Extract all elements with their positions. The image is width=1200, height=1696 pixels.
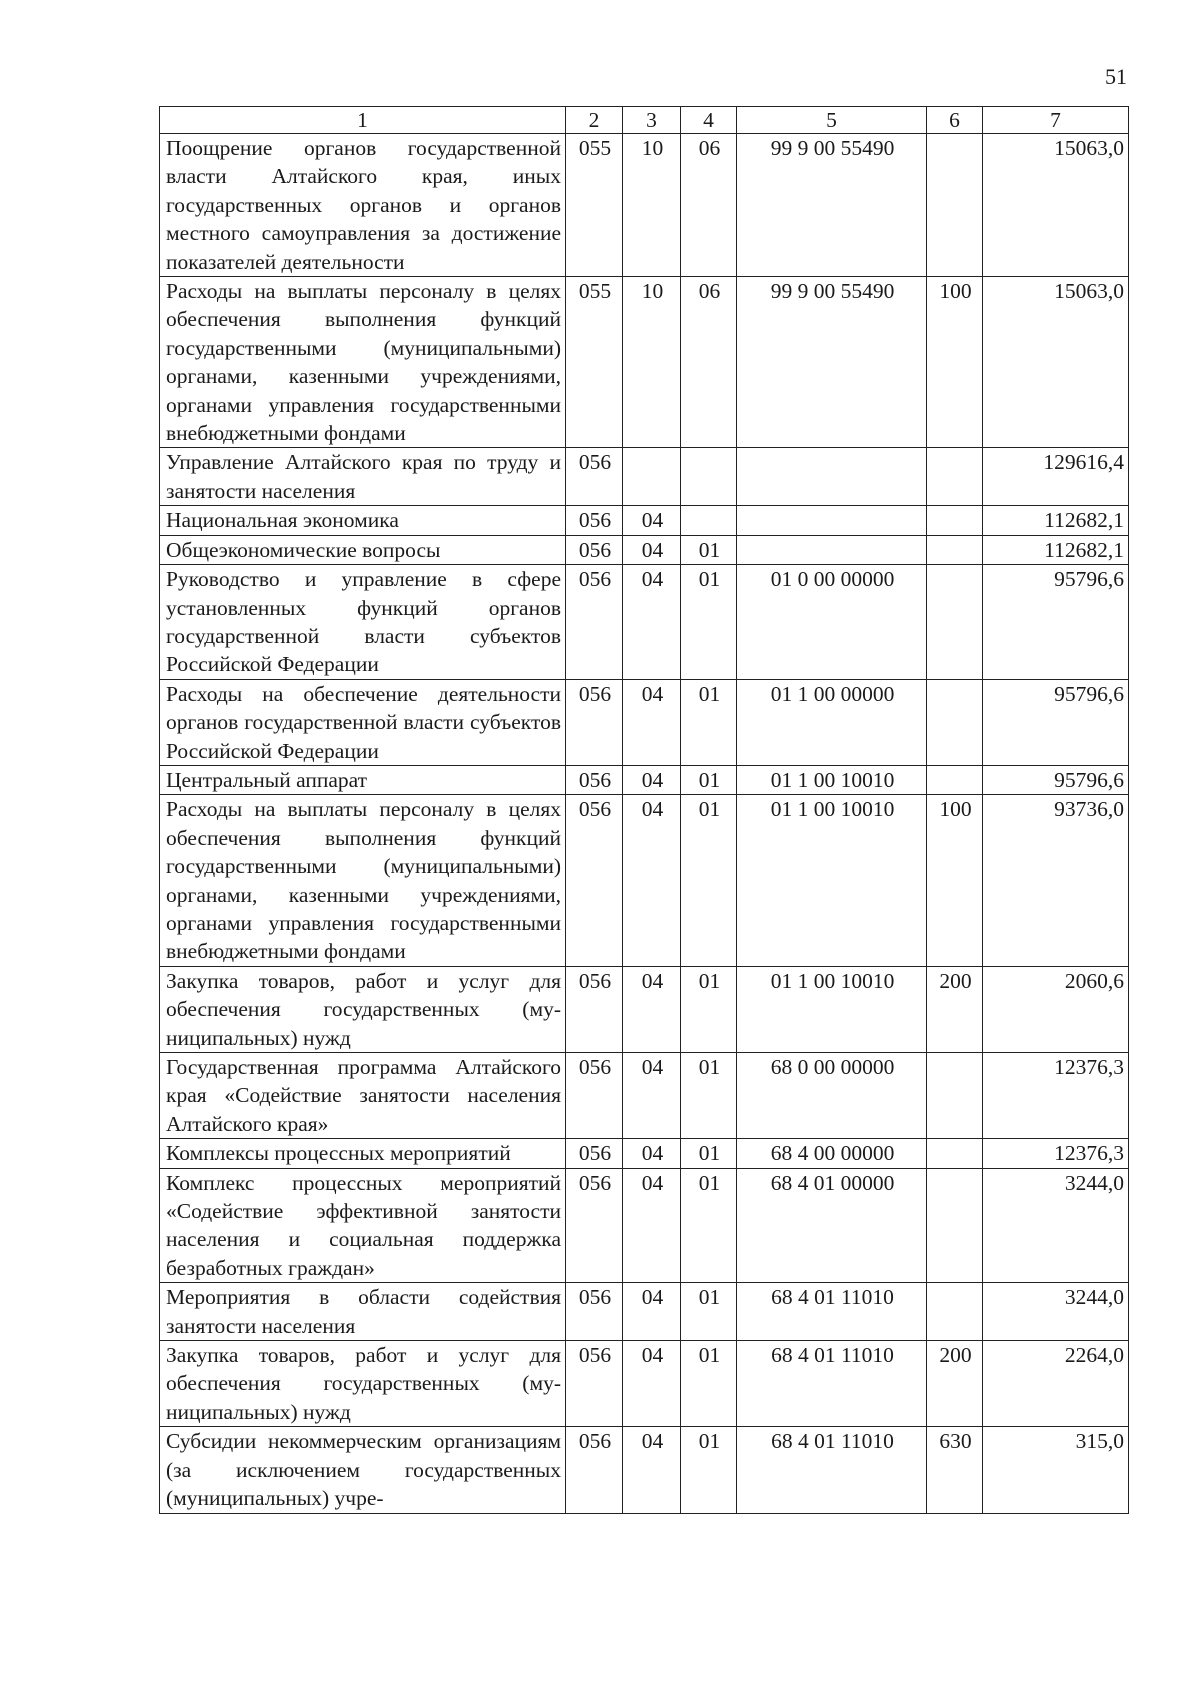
admin-code-cell: 056 [566, 1283, 623, 1341]
header-col-6: 6 [927, 107, 983, 134]
admin-code-cell: 056 [566, 535, 623, 564]
amount-cell: 15063,0 [983, 134, 1129, 277]
table-row [160, 1283, 1129, 1341]
expense-type-cell: 100 [927, 277, 983, 448]
admin-code-cell: 056 [566, 795, 623, 966]
table-row [160, 679, 1129, 765]
subsection-cell: 01 [681, 765, 737, 794]
table-row [160, 1139, 1129, 1168]
table-row [160, 535, 1129, 564]
admin-code-cell: 056 [566, 765, 623, 794]
amount-cell: 12376,3 [983, 1139, 1129, 1168]
expense-type-cell [927, 506, 983, 535]
subsection-cell: 01 [681, 1168, 737, 1283]
row-name-cell: Государственная программа Алтайского края «Содействие занятости населения Алтайского края» [160, 1053, 566, 1139]
target-article-cell: 68 4 01 11010 [737, 1427, 927, 1513]
expense-type-cell [927, 134, 983, 277]
row-name-cell: Комплексы процессных мероприятий [160, 1139, 566, 1168]
amount-cell: 129616,4 [983, 448, 1129, 506]
row-name-cell: Закупка товаров, работ и услуг для обеспечения государственных (муниципальных) нужд [160, 1341, 566, 1427]
amount-cell: 93736,0 [983, 795, 1129, 966]
expense-type-cell [927, 1283, 983, 1341]
row-name-cell: Мероприятия в области содействия занятости населения [160, 1283, 566, 1341]
table-row [160, 565, 1129, 680]
table-header [160, 107, 1129, 134]
expense-type-cell [927, 535, 983, 564]
row-name-cell: Национальная экономика [160, 506, 566, 535]
target-article-cell [737, 448, 927, 506]
row-name-cell: Расходы на выплаты персоналу в целях обеспечения выполнения функций государственными (муниципальными) органами, казенными учреждениями, органами управления государственными внебюджетными фондами [160, 795, 566, 966]
admin-code-cell: 056 [566, 1053, 623, 1139]
amount-cell: 95796,6 [983, 565, 1129, 680]
section-cell: 04 [623, 966, 681, 1052]
table-row [160, 1053, 1129, 1139]
header-col-1: 1 [160, 107, 566, 134]
subsection-cell: 01 [681, 535, 737, 564]
header-col-3: 3 [623, 107, 681, 134]
header-col-7: 7 [983, 107, 1129, 134]
subsection-cell: 01 [681, 679, 737, 765]
amount-cell: 112682,1 [983, 506, 1129, 535]
section-cell: 04 [623, 535, 681, 564]
target-article-cell: 68 4 01 11010 [737, 1283, 927, 1341]
subsection-cell: 01 [681, 1341, 737, 1427]
section-cell: 04 [623, 1283, 681, 1341]
header-row [160, 107, 1129, 134]
subsection-cell: 01 [681, 795, 737, 966]
row-name-cell: Поощрение органов государственной власти Алтайского края, иных государственных органов и органов местного самоуправления за достижение показателей деятельности [160, 134, 566, 277]
amount-cell: 3244,0 [983, 1168, 1129, 1283]
target-article-cell: 99 9 00 55490 [737, 134, 927, 277]
section-cell: 04 [623, 795, 681, 966]
expense-type-cell: 100 [927, 795, 983, 966]
target-article-cell: 68 4 01 11010 [737, 1341, 927, 1427]
page-number: 51 [1105, 64, 1127, 89]
target-article-cell: 01 1 00 00000 [737, 679, 927, 765]
table-body [160, 134, 1129, 1514]
admin-code-cell: 056 [566, 1341, 623, 1427]
subsection-cell: 01 [681, 1283, 737, 1341]
table-row [160, 1168, 1129, 1283]
section-cell: 04 [623, 565, 681, 680]
admin-code-cell: 055 [566, 134, 623, 277]
table-row [160, 134, 1129, 277]
admin-code-cell: 055 [566, 277, 623, 448]
section-cell: 04 [623, 1053, 681, 1139]
row-name-cell: Комплекс процессных мероприятий «Содействие эффективной занятости населения и социальная поддержка безработных граждан» [160, 1168, 566, 1283]
admin-code-cell: 056 [566, 966, 623, 1052]
expense-type-cell: 200 [927, 966, 983, 1052]
subsection-cell [681, 506, 737, 535]
target-article-cell: 01 1 00 10010 [737, 795, 927, 966]
table-row [160, 765, 1129, 794]
section-cell: 04 [623, 765, 681, 794]
target-article-cell: 01 0 00 00000 [737, 565, 927, 680]
amount-cell: 2060,6 [983, 966, 1129, 1052]
table-row [160, 1341, 1129, 1427]
expense-type-cell: 200 [927, 1341, 983, 1427]
expense-type-cell [927, 1139, 983, 1168]
subsection-cell: 01 [681, 1139, 737, 1168]
target-article-cell: 68 0 00 00000 [737, 1053, 927, 1139]
row-name-cell: Закупка товаров, работ и услуг для обеспечения государственных (муниципальных) нужд [160, 966, 566, 1052]
subsection-cell [681, 448, 737, 506]
row-name-cell: Субсидии некоммерческим организациям (за исключением государственных (муниципальных) учре- [160, 1427, 566, 1513]
expense-type-cell [927, 1168, 983, 1283]
header-col-4: 4 [681, 107, 737, 134]
admin-code-cell: 056 [566, 565, 623, 680]
admin-code-cell: 056 [566, 1427, 623, 1513]
table-row [160, 506, 1129, 535]
section-cell [623, 448, 681, 506]
table-row [160, 795, 1129, 966]
admin-code-cell: 056 [566, 1168, 623, 1283]
subsection-cell: 06 [681, 277, 737, 448]
table-row [160, 1427, 1129, 1513]
table-row [160, 448, 1129, 506]
admin-code-cell: 056 [566, 1139, 623, 1168]
expense-type-cell [927, 565, 983, 680]
expense-type-cell [927, 765, 983, 794]
row-name-cell: Центральный аппарат [160, 765, 566, 794]
subsection-cell: 01 [681, 1427, 737, 1513]
section-cell: 04 [623, 506, 681, 535]
target-article-cell: 68 4 00 00000 [737, 1139, 927, 1168]
target-article-cell: 68 4 01 00000 [737, 1168, 927, 1283]
admin-code-cell: 056 [566, 448, 623, 506]
section-cell: 04 [623, 1341, 681, 1427]
table-row [160, 277, 1129, 448]
subsection-cell: 06 [681, 134, 737, 277]
target-article-cell: 01 1 00 10010 [737, 966, 927, 1052]
subsection-cell: 01 [681, 966, 737, 1052]
admin-code-cell: 056 [566, 506, 623, 535]
expense-type-cell [927, 679, 983, 765]
amount-cell: 95796,6 [983, 765, 1129, 794]
target-article-cell [737, 506, 927, 535]
row-name-cell: Общеэкономические вопросы [160, 535, 566, 564]
header-col-2: 2 [566, 107, 623, 134]
subsection-cell: 01 [681, 1053, 737, 1139]
section-cell: 04 [623, 679, 681, 765]
target-article-cell [737, 535, 927, 564]
expense-type-cell [927, 448, 983, 506]
row-name-cell: Расходы на выплаты персоналу в целях обеспечения выполнения функций государственными (муниципальными) органами, казенными учреждениями, органами управления государственными внебюджетными фондами [160, 277, 566, 448]
section-cell: 04 [623, 1427, 681, 1513]
amount-cell: 95796,6 [983, 679, 1129, 765]
amount-cell: 315,0 [983, 1427, 1129, 1513]
amount-cell: 2264,0 [983, 1341, 1129, 1427]
amount-cell: 112682,1 [983, 535, 1129, 564]
amount-cell: 12376,3 [983, 1053, 1129, 1139]
budget-table [159, 106, 1129, 1514]
section-cell: 10 [623, 134, 681, 277]
section-cell: 04 [623, 1168, 681, 1283]
target-article-cell: 01 1 00 10010 [737, 765, 927, 794]
row-name-cell: Расходы на обеспечение деятельности органов государственной власти субъектов Российской Федерации [160, 679, 566, 765]
expense-type-cell [927, 1053, 983, 1139]
admin-code-cell: 056 [566, 679, 623, 765]
expense-type-cell: 630 [927, 1427, 983, 1513]
row-name-cell: Управление Алтайского края по труду и занятости населения [160, 448, 566, 506]
amount-cell: 3244,0 [983, 1283, 1129, 1341]
section-cell: 10 [623, 277, 681, 448]
header-col-5: 5 [737, 107, 927, 134]
amount-cell: 15063,0 [983, 277, 1129, 448]
section-cell: 04 [623, 1139, 681, 1168]
row-name-cell: Руководство и управление в сфере установленных функций органов государственной власти субъектов Российской Федерации [160, 565, 566, 680]
target-article-cell: 99 9 00 55490 [737, 277, 927, 448]
subsection-cell: 01 [681, 565, 737, 680]
table-row [160, 966, 1129, 1052]
